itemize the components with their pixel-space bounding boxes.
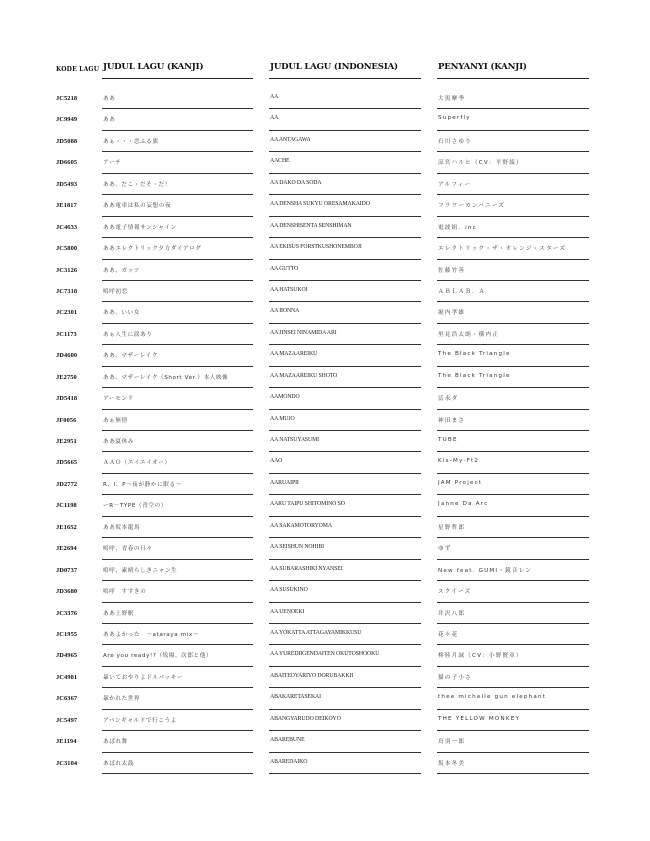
song-code: JC1198 <box>56 502 77 510</box>
singer-kanji: The Black Triangle <box>438 372 511 379</box>
song-code: JD5493 <box>56 180 78 188</box>
header-singer-kanji: PENYANYI (KANJI) <box>438 62 527 72</box>
table-row <box>0 753 650 774</box>
song-title-indonesia: ABAREBUNE <box>270 737 305 744</box>
song-title-kanji: ああ夏休み <box>103 439 134 445</box>
table-row <box>0 88 650 109</box>
song-title-indonesia: AA SEISHUN NOHIBI <box>270 544 325 551</box>
singer-kanji: エレクトリック・ザ・オレンジ・スターズ <box>438 246 567 253</box>
table-row <box>0 710 650 731</box>
song-title-kanji: ああ坂本龍馬 <box>103 524 141 531</box>
song-title-indonesia: AA JINSEI NINAMIDA ARI <box>270 329 337 336</box>
song-title-indonesia: AA DENSHISENTA SENSHIMAN <box>270 222 352 229</box>
song-code: JC6367 <box>56 695 78 703</box>
song-title-indonesia: AA MAZAAREIKU SHOTO <box>270 372 338 379</box>
header-code: KODE LAGU <box>56 66 100 73</box>
singer-kanji: ＡＢＬＡＢ．Ａ <box>438 288 486 295</box>
singer-kanji: Superfly <box>438 115 471 122</box>
song-code: JC5800 <box>56 245 78 253</box>
singer-kanji: 大黒摩季 <box>438 96 466 102</box>
singer-kanji: 花＊花 <box>438 631 459 638</box>
singer-kanji: The Black Triangle <box>438 351 511 358</box>
song-title-indonesia: AA YOKATTA ATTAGAYAMIKKUSU <box>270 629 362 636</box>
song-title-indonesia: AA <box>270 94 279 100</box>
song-code: JD5665 <box>56 459 78 467</box>
table-row <box>0 431 650 452</box>
song-code: JD4600 <box>56 352 78 360</box>
singer-kanji: 井沢八郎 <box>438 610 466 617</box>
song-title-kanji: あばれ太鼓 <box>103 760 134 767</box>
song-title-indonesia: AA DAKO DA SODA <box>270 179 322 186</box>
song-code: JE1817 <box>56 202 77 210</box>
header-divider <box>102 78 253 79</box>
table-row <box>0 281 650 302</box>
song-title-kanji: ＡＡＯ（エイエイオー） <box>103 460 171 467</box>
song-title-kanji: Are you ready!?（坂場、次郎と他） <box>103 653 213 660</box>
song-code: JE2951 <box>56 438 77 445</box>
song-title-indonesia: AA GUTTO <box>270 265 299 272</box>
song-title-indonesia: AA DENSHA SUKYU ORESAMAKAIDO <box>270 201 370 208</box>
song-code: JD0737 <box>56 566 78 574</box>
song-code: JD4965 <box>56 652 78 660</box>
song-code: JC3376 <box>56 609 78 617</box>
song-title-kanji: ああ、だこ・だそ・だ！ <box>103 181 171 188</box>
song-code: JC2301 <box>56 309 78 317</box>
song-code: JC4981 <box>56 673 78 681</box>
table-row <box>0 260 650 281</box>
song-title-indonesia: AACHE <box>270 158 290 165</box>
table-row <box>0 452 650 473</box>
song-title-kanji: ああ、マザーレイク（Short Ver.）本人映像 <box>103 374 229 381</box>
song-title-kanji: ああエレクトリック夕方ダイアログ <box>103 246 202 253</box>
song-title-indonesia: ABANGYARUDO DEIKOYO <box>270 715 341 722</box>
table-row <box>0 688 650 709</box>
song-title-kanji: 嗚呼、青春の日々 <box>103 546 153 553</box>
singer-kanji: ゆず <box>438 546 452 553</box>
table-row <box>0 517 650 538</box>
row-underline <box>102 773 253 774</box>
singer-kanji: スクイーズ <box>438 589 472 596</box>
row-underline <box>269 773 421 774</box>
song-code: JD6605 <box>56 159 78 167</box>
table-row <box>0 667 650 688</box>
song-code: JC1173 <box>56 330 77 338</box>
table-row <box>0 474 650 495</box>
table-row <box>0 131 650 152</box>
song-title-kanji: あぁ人生に涙あり <box>103 331 153 338</box>
song-title-kanji: 暴いておやりよドルバッキー <box>103 674 184 681</box>
song-title-kanji: アーチ <box>103 160 122 167</box>
song-title-indonesia: ABAKARETASEKAI <box>270 694 321 701</box>
song-title-indonesia: AA NATSUYASUMI <box>270 437 320 443</box>
singer-kanji: New feat. GUMI・鏡音レン <box>438 567 533 574</box>
song-title-kanji: アバンギャルドで行こうよ <box>103 717 177 724</box>
song-title-kanji: あぁ・・・恋ふる旗 <box>103 138 159 145</box>
singer-kanji: JAM Project <box>438 479 483 486</box>
song-title-kanji: ああ <box>103 117 116 124</box>
song-code: JC3126 <box>56 266 78 274</box>
singer-kanji: 神田まさ <box>438 417 466 424</box>
table-row <box>0 109 650 130</box>
singer-kanji: Kis-My-Ft2 <box>438 458 480 465</box>
singer-kanji: 電波組．inc <box>438 224 477 231</box>
singer-kanji: 石川さゆり <box>438 138 472 145</box>
song-title-indonesia: AAO <box>270 458 283 465</box>
song-title-indonesia: AA MAZAAREIKU <box>270 351 318 358</box>
table-row <box>0 345 650 366</box>
song-code: JC9949 <box>56 116 78 124</box>
song-code: JD3680 <box>56 588 78 596</box>
singer-kanji: Janne Da Arc <box>438 501 489 508</box>
singer-kanji: 柊陸月誠（CV：小野賢章） <box>438 653 523 660</box>
song-title-indonesia: AA IIONNA <box>270 308 300 315</box>
song-code: JE1652 <box>56 523 77 531</box>
song-title-kanji: ああ電車は私の妄想の夜 <box>103 203 172 210</box>
table-row <box>0 538 650 559</box>
table-row <box>0 367 650 388</box>
song-code: JE2750 <box>56 373 77 381</box>
table-row <box>0 324 650 345</box>
song-title-indonesia: AA SUSUKINO <box>270 587 308 594</box>
singer-kanji: 猫の子小さ <box>438 674 472 681</box>
song-title-indonesia: ABAITEOYARIYO DORUBAKKII <box>270 672 354 679</box>
table-row <box>0 152 650 173</box>
song-title-indonesia: AA SAKAMOTORYOMA <box>270 522 332 529</box>
song-code: JC1955 <box>56 630 78 638</box>
song-title-kanji: アーモンド <box>103 396 134 403</box>
song-title-kanji: R．I．P～夜が静かに眠る～ <box>103 481 182 488</box>
singer-kanji: 鳥羽一郎 <box>438 739 466 746</box>
table-row <box>0 624 650 645</box>
song-title-kanji: ああ、マザーレイク <box>103 353 159 360</box>
song-title-kanji: 嗚呼 すすきの <box>103 589 147 596</box>
singer-kanji: 里見浩太朗・横内正 <box>438 331 500 338</box>
table-row <box>0 731 650 752</box>
table-row <box>0 560 650 581</box>
song-title-indonesia: AA YUREDIIGENDAITEN OKUTOSHOOKU <box>270 651 380 658</box>
table-row <box>0 195 650 216</box>
table-row <box>0 388 650 409</box>
song-code: JF0056 <box>56 416 77 424</box>
song-title-indonesia: AA EKISUS FORSTKUSHONEMBOJI <box>270 244 362 251</box>
singer-kanji: 坂本冬美 <box>438 760 466 767</box>
song-title-kanji: ああ <box>103 96 116 102</box>
song-title-kanji: 嗚呼初恋 <box>103 288 128 295</box>
table-row <box>0 603 650 624</box>
song-title-kanji: ああ上野駅 <box>103 610 134 617</box>
singer-kanji: 堀内孝雄 <box>438 310 466 317</box>
singer-kanji: THE YELLOW MONKEY <box>438 715 521 722</box>
header-title-indonesia: JUDUL LAGU (INDONESIA) <box>270 62 398 72</box>
song-title-kanji: あばれ舞 <box>103 739 128 746</box>
song-code: JE2694 <box>56 545 77 553</box>
song-code: JE1194 <box>56 738 77 746</box>
song-code: JC7318 <box>56 287 78 295</box>
song-title-indonesia: AARUAIPII <box>270 479 299 486</box>
song-code: JC3104 <box>56 759 78 767</box>
song-code: JD5088 <box>56 137 78 145</box>
singer-kanji: フラワーカンパニーズ <box>438 203 506 210</box>
singer-kanji: アルフィー <box>438 181 472 188</box>
table-row <box>0 581 650 602</box>
song-code: JC5218 <box>56 95 78 102</box>
row-underline <box>437 773 589 774</box>
header-divider <box>269 78 421 79</box>
header-title-kanji: JUDUL LAGU (KANJI) <box>103 62 204 72</box>
song-code: JD5418 <box>56 395 78 403</box>
song-title-kanji: ああよかった ～ataraya mix～ <box>103 631 199 638</box>
singer-kanji: 冨永ダ <box>438 396 459 403</box>
song-title-indonesia: AA MUJO <box>270 415 295 422</box>
song-title-kanji: ーR－TYPE（青空の） <box>103 503 167 510</box>
table-row <box>0 238 650 259</box>
table-row <box>0 217 650 238</box>
song-title-indonesia: AAMONDO <box>270 394 300 401</box>
singer-kanji: 佐藤竹善 <box>438 267 466 274</box>
table-row <box>0 495 650 516</box>
song-code: JD2772 <box>56 480 78 488</box>
singer-kanji: TUBE <box>438 437 458 443</box>
song-title-kanji: ああ電子情報サンシャイン <box>103 224 177 231</box>
song-title-kanji: あぁ無情 <box>103 417 128 424</box>
song-title-indonesia: AA <box>270 115 279 122</box>
header-divider <box>437 78 589 79</box>
song-title-kanji: ああ、ガッツ <box>103 267 140 274</box>
song-title-indonesia: AA SUBARASHIKI NYANSEI <box>270 565 343 572</box>
song-code: JC4633 <box>56 223 78 231</box>
song-title-kanji: 暴かれた世界 <box>103 696 141 703</box>
song-title-indonesia: AA HATSUKOI <box>270 286 308 293</box>
song-title-kanji: 嗚呼、素晴らしきニャン生 <box>103 567 178 574</box>
song-code: JC5497 <box>56 716 78 724</box>
table-row <box>0 645 650 666</box>
table-row <box>0 410 650 431</box>
song-title-indonesia: AA UENOEKI <box>270 608 305 615</box>
song-table <box>0 88 650 774</box>
singer-kanji: thee michelle gun elephant <box>438 694 547 701</box>
table-row <box>0 302 650 323</box>
singer-kanji: 星野哲郎 <box>438 524 466 531</box>
song-title-indonesia: AARU TAIPU SHITOMINO SO <box>270 501 345 508</box>
table-row <box>0 174 650 195</box>
song-title-kanji: ああ、いい女 <box>103 310 140 317</box>
song-title-indonesia: ABAREDAIKO <box>270 758 308 765</box>
song-title-indonesia: AA ANTAGAWA <box>270 136 311 143</box>
singer-kanji: 涼宮ハルヒ（CV：平野綾） <box>438 160 523 167</box>
